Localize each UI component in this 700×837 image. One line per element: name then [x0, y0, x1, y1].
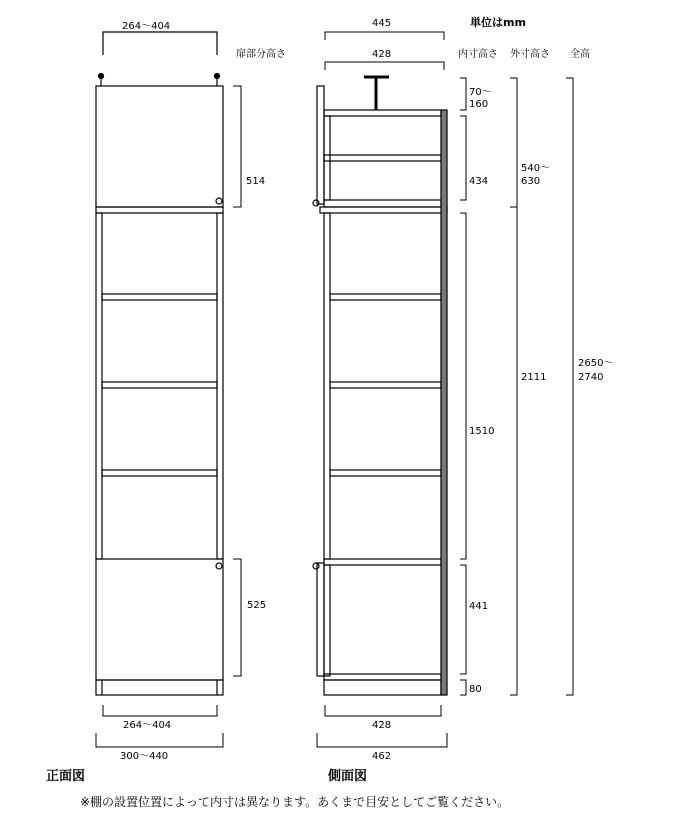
side-bottom-outer-depth-dimension: [317, 733, 447, 747]
side-front-post: [324, 213, 330, 559]
header-outer-height: 外寸高さ: [510, 49, 550, 60]
front-top-width-dimension: [103, 32, 217, 55]
footnote: ※棚の設置位置によって内寸は異なります。あくまで目安としてご覧ください。: [80, 795, 510, 809]
side-bottom-outer-depth-label: 462: [372, 751, 392, 762]
front-shelf: [102, 294, 217, 300]
side-inner-top-gap-label-1: 70～: [469, 87, 492, 98]
side-outer-upper-dimension: [510, 78, 517, 207]
side-inner-depth-label: 428: [372, 49, 392, 60]
front-upper-door-knob: [216, 198, 222, 204]
side-outer-depth-dimension: [325, 32, 444, 40]
side-upper-frame: [324, 116, 330, 200]
front-shelf: [102, 382, 217, 388]
side-shelf: [324, 155, 441, 161]
front-plinth: [96, 680, 223, 695]
header-inner-height: 内寸高さ: [458, 49, 498, 60]
side-shelf: [330, 470, 441, 476]
side-top-shelf: [324, 110, 441, 116]
side-upper-bottom-shelf: [324, 200, 441, 207]
side-separator-band: [320, 207, 447, 213]
front-separator-band: [96, 207, 223, 213]
side-inner-top-gap-dimension: [460, 78, 466, 110]
side-shelf: [330, 382, 441, 388]
side-plinth: [324, 680, 441, 695]
side-bottom-inner-depth-dimension: [325, 705, 441, 716]
side-inner-lower-label: 441: [469, 601, 489, 612]
side-view-title: 側面図: [328, 769, 368, 784]
side-outer-depth-label: 445: [372, 18, 392, 29]
front-outer-width-dimension: [96, 733, 223, 747]
side-lower-frame: [324, 565, 330, 676]
side-shelf: [324, 559, 441, 565]
front-upper-door-height-dimension: [233, 86, 241, 207]
side-bottom-inner-depth-label: 428: [372, 720, 392, 731]
front-inner-width-dimension: [103, 705, 217, 716]
side-upper-door: [317, 86, 324, 204]
front-hook-right-head: [215, 74, 220, 79]
side-inner-middle-dimension: [460, 213, 466, 559]
front-left-post: [96, 213, 102, 559]
side-total-height-dimension: [566, 78, 573, 695]
front-view-title: 正面図: [46, 769, 86, 784]
front-view: [96, 32, 241, 747]
side-outer-main-dimension: [510, 207, 517, 695]
front-top-width-label: 264～404: [122, 21, 171, 32]
front-outer-width-label: 300～440: [120, 751, 169, 762]
side-outer-main-label: 2111: [521, 372, 547, 383]
side-lower-knob: [313, 563, 319, 569]
side-inner-upper-label: 434: [469, 176, 489, 187]
side-inner-depth-dimension: [325, 62, 444, 70]
side-inner-top-gap-label-2: 160: [469, 99, 489, 110]
side-upper-knob: [313, 200, 319, 206]
front-lower-door-height-dimension: [233, 559, 241, 676]
side-inner-upper-dimension: [460, 116, 466, 200]
front-upper-door-label: 514: [246, 176, 266, 187]
side-back-panel: [441, 110, 447, 695]
side-outer-upper-label-2: 630: [521, 176, 541, 187]
front-lower-door: [96, 559, 223, 680]
side-inner-bottom-label: 80: [469, 684, 482, 695]
side-inner-lower-dimension: [460, 565, 466, 674]
side-lower-door: [317, 563, 324, 676]
side-total-label-1: 2650～: [578, 358, 614, 369]
front-shelf: [102, 470, 217, 476]
header-total-height: 全高: [570, 49, 590, 60]
side-inner-bottom-dimension: [460, 680, 466, 695]
front-upper-door: [96, 86, 223, 207]
front-inner-width-label: 264～404: [123, 720, 172, 731]
side-view: [313, 32, 573, 747]
unit-label: 単位はmm: [470, 16, 526, 29]
front-lower-door-knob: [216, 563, 222, 569]
front-lower-door-label: 525: [247, 600, 267, 611]
front-hook-left-head: [99, 74, 104, 79]
side-bottom-shelf: [324, 674, 441, 680]
header-door-height: 扉部分高さ: [236, 49, 286, 60]
side-total-label-2: 2740: [578, 372, 604, 383]
side-inner-middle-label: 1510: [469, 426, 495, 437]
side-shelf: [330, 294, 441, 300]
front-right-post: [217, 213, 223, 559]
side-outer-upper-label-1: 540～: [521, 163, 551, 174]
